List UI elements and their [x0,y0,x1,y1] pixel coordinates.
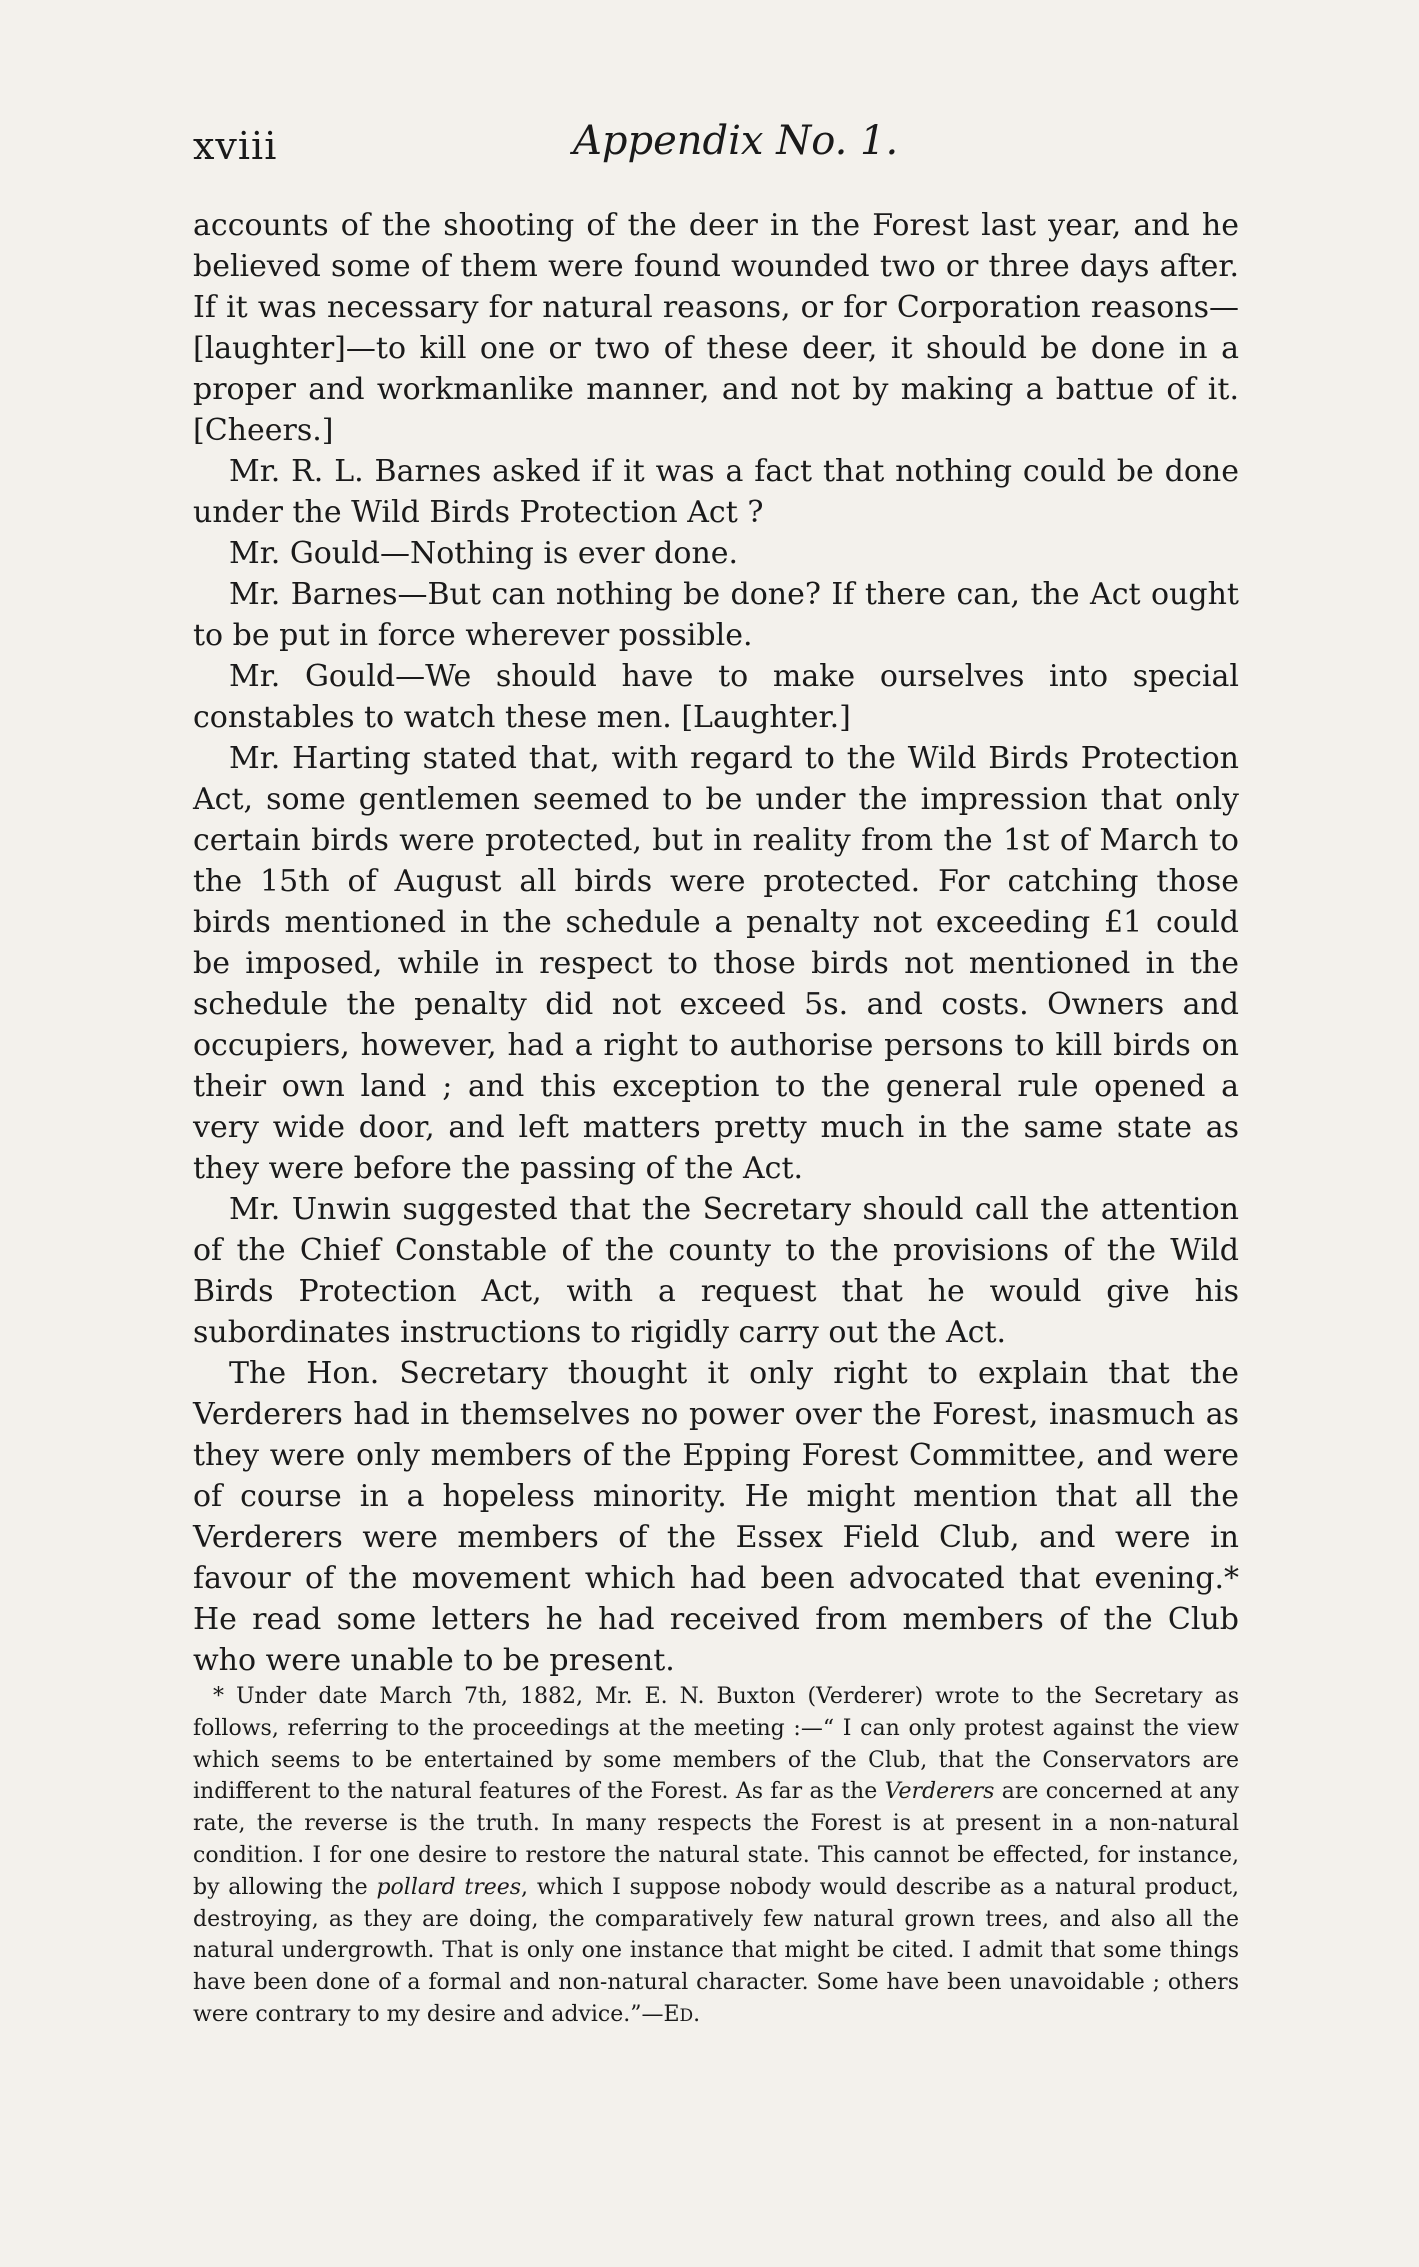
footnote-emphasis: pollard trees [376,1874,522,1900]
paragraph: accounts of the shooting of the deer in the Forest last year, and he believed some of them were found wounded two or three days after. If it was necessary for natural reasons, or for Corporation reasons— [laughter]—to kill one or two of these deer, it should be done in a proper and workmanlike manner, and not by making a battue of it. [Cheers.] [193,208,1239,448]
footnote-text: are concerned at any rate, the reverse is the truth. In many respects the Forest is at present in a non-natural condition. I for one desire to restore the natural state. This cannot be effected, for instance, by allowing the [193,1779,1239,1900]
paragraph: The Hon. Secretary thought it only right to explain that the Verderers had in themselves no power over the Forest, inasmuch as they were only members of the Epping Forest Committee, and were of course in a hopeless minority. He might mention that all the Verderers were members of the Essex Field Club, and were in favour of the movement which had been advocated that evening.* He read some letters he had received from members of the Club who were unable to be present. [193,1356,1239,1678]
page-header [193,118,1243,178]
paragraph: Mr. Gould—Nothing is ever done. [229,536,739,571]
footnote-text: , which I suppose nobody would describe as a natural product, destroying, as they are doing, the comparatively few natural grown trees, and also all the natural undergrowth. That is only one instance that might be cited. I admit that some things have been done of a formal and non-natural character. Some have been unavoidable ; others were contrary to my desire and advice.”—E [193,1874,1240,2027]
paragraph: Mr. R. L. Barnes asked if it was a fact that nothing could be done under the Wild Birds Protection Act ? [193,454,1239,530]
footnote-emphasis: Verderers [884,1779,995,1805]
paragraph: Mr. Unwin suggested that the Secretary should call the attention of the Chief Constable of the county to the provisions of the Wild Birds Protection Act, with a request that he would give his subordinates instructions to rigidly carry out the Act. [193,1192,1239,1350]
page-number: xviii [193,124,278,168]
running-title: Appendix No. 1. [573,118,899,164]
body-text [193,205,1239,1681]
paragraph: Mr. Harting stated that, with regard to the Wild Birds Protection Act, some gentlemen seemed to be under the impression that only certain birds were protected, but in reality from the 1st of March to the 15th of August all birds were protected. For catching those birds mentioned in the schedule a penalty not exceeding £1 could be imposed, while in respect to those birds not mentioned in the schedule the penalty did not exceed 5s. and costs. Owners and occupiers, however, had a right to authorise persons to kill birds on their own land ; and this exception to the general rule opened a very wide door, and left matters pretty much in the same state as they were before the passing of the Act. [193,741,1239,1186]
footnote-text: * Under date March 7th, 1882, Mr. E. N. Buxton (Verderer) wrote to the Secretary as follows, referring to the proceedings at the meeting :—“ I can only protest against the view which seems to be entertained by some members of the Club, that the Conservators are indifferent to the natural features of the Forest. As far as the [193,1684,1239,1805]
footnote-text: . [693,2001,701,2027]
footnote-editor-mark: D [679,2005,694,2026]
paragraph: Mr. Barnes—But can nothing be done? If there can, the Act ought to be put in force wherever possible. [193,577,1239,653]
paragraph: Mr. Gould—We should have to make ourselves into special constables to watch these men. [Laughter.] [193,659,1239,735]
footnote [193,1681,1239,2033]
